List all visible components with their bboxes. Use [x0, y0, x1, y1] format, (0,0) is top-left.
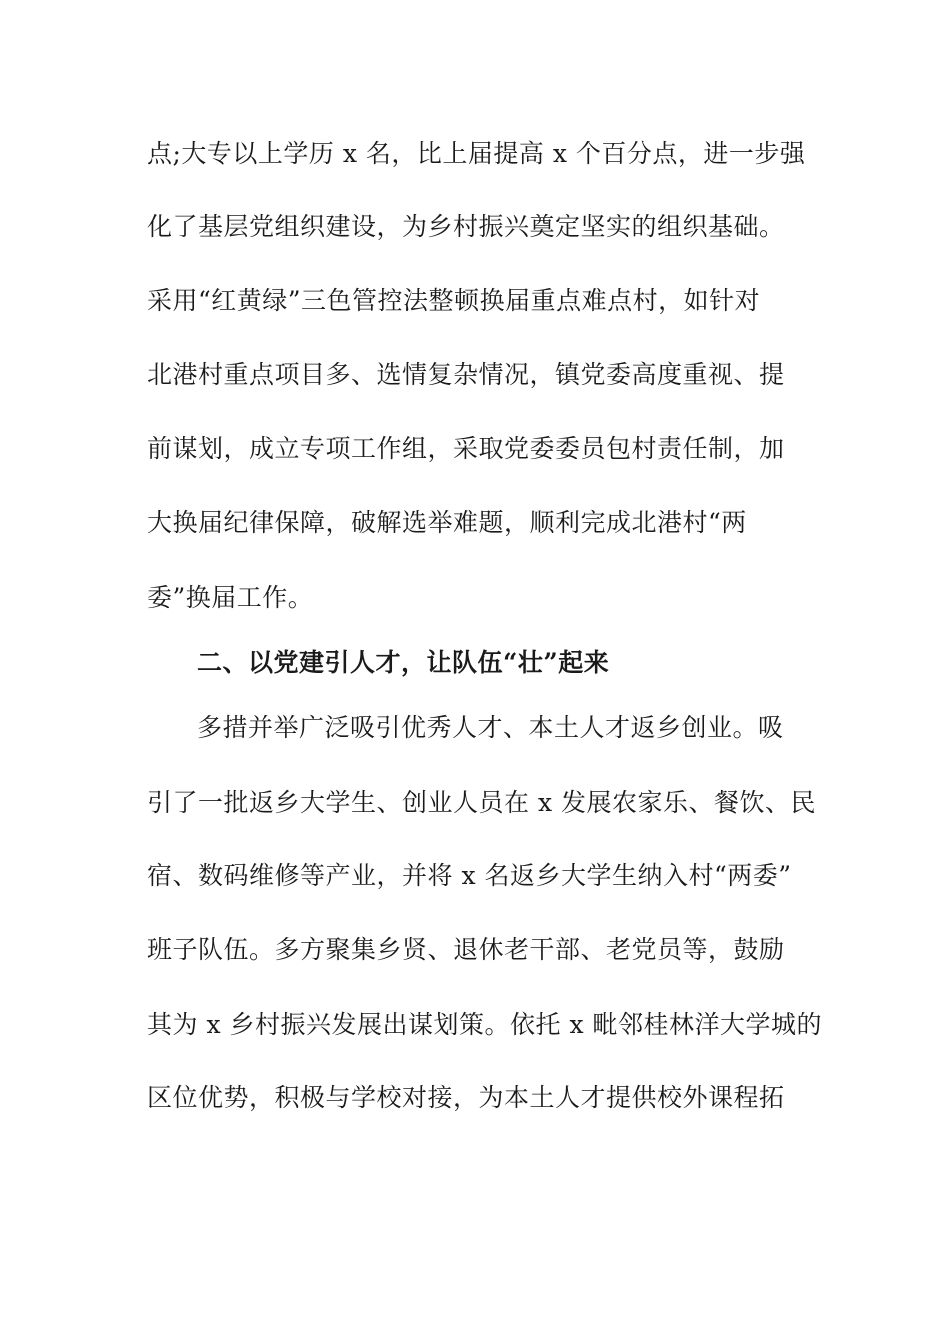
paragraph-line: 宿、数码维修等产业，并将 x 名返乡大学生纳入村“两委” — [147, 861, 792, 890]
section-heading: 二、以党建引人才，让队伍“壮”起来 — [197, 648, 610, 677]
paragraph-line: 多措并举广泛吸引优秀人才、本土人才返乡创业。吸 — [197, 713, 784, 742]
paragraph-line: 化了基层党组织建设，为乡村振兴奠定坚实的组织基础。 — [147, 212, 785, 241]
paragraph-line: 委”换届工作。 — [147, 583, 314, 612]
paragraph-line: 区位优势，积极与学校对接，为本土人才提供校外课程拓 — [147, 1083, 785, 1112]
paragraph-line: 大换届纪律保障，破解选举难题，顺利完成北港村“两 — [147, 508, 747, 537]
paragraph-line: 采用“红黄绿”三色管控法整顿换届重点难点村，如针对 — [147, 286, 761, 315]
paragraph-line: 其为 x 乡村振兴发展出谋划策。依托 x 毗邻桂林洋大学城的 — [147, 1010, 822, 1039]
paragraph-line: 点;大专以上学历 x 名，比上届提高 x 个百分点，进一步强 — [147, 139, 806, 168]
paragraph-line: 北港村重点项目多、选情复杂情况，镇党委高度重视、提 — [147, 360, 785, 389]
paragraph-line: 班子队伍。多方聚集乡贤、退休老干部、老党员等，鼓励 — [147, 935, 785, 964]
paragraph-line: 前谋划，成立专项工作组，采取党委委员包村责任制，加 — [147, 434, 785, 463]
paragraph-line: 引了一批返乡大学生、创业人员在 x 发展农家乐、餐饮、民 — [147, 788, 816, 817]
